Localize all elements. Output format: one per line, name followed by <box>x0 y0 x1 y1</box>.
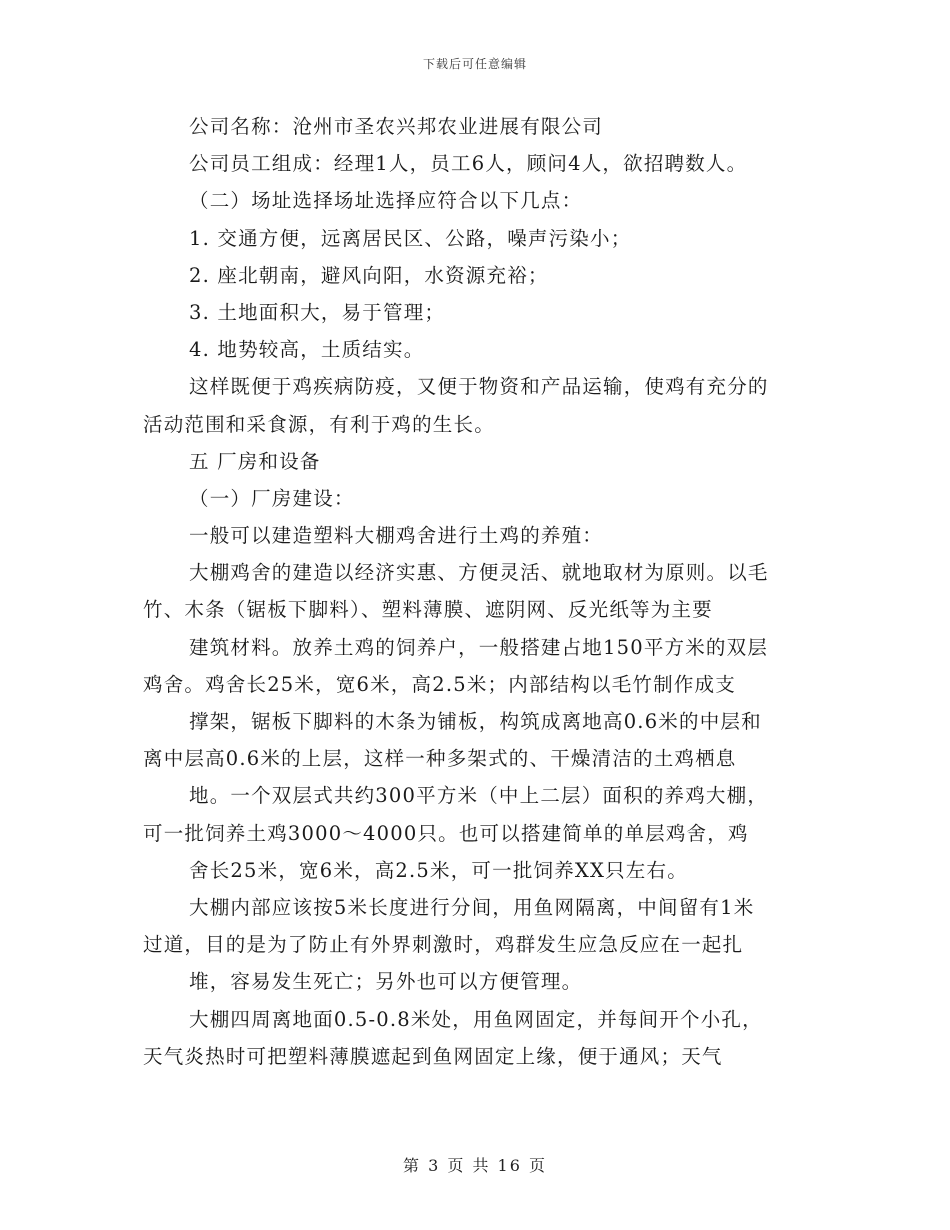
text-line: 大棚鸡舍的建造以经济实惠、方便灵活、就地取材为原则。以毛 <box>189 561 769 585</box>
text-line: （二）场址选择场址选择应符合以下几点： <box>189 189 583 213</box>
text-line: 大棚四周离地面0.5-0.8米处，用鱼网固定，并每间开个小孔， <box>189 1007 763 1031</box>
text-line: 过道，目的是为了防止有外界刺激时，鸡群发生应急反应在一起扎 <box>143 933 744 957</box>
text-line: 撑架，锯板下脚料的木条为铺板，构筑成离地高0.6米的中层和 <box>189 710 762 733</box>
text-line: 竹、木条（锯板下脚料）、塑料薄膜、遮阴网、反光纸等为主要 <box>143 598 713 622</box>
page-header-note: 下载后可任意编辑 <box>422 57 527 71</box>
text-line: 舍长25米，宽6米，高2.5米，可一批饲养XX只左右。 <box>189 858 688 882</box>
text-line: 一般可以建造塑料大棚鸡舍进行土鸡的养殖： <box>189 524 604 548</box>
text-line: 这样既便于鸡疾病防疫，又便于物资和产品运输，使鸡有充分的 <box>189 375 769 399</box>
text-line: 公司员工组成：经理1人，员工6人，顾问4人，欲招聘数人。 <box>189 152 748 176</box>
text-line: 离中层高0.6米的上层，这样一种多架式的、干燥清洁的土鸡栖息 <box>143 747 737 771</box>
text-line: 公司名称：沧州市圣农兴邦农业进展有限公司 <box>189 115 604 138</box>
text-line: 活动范围和采食源，有利于鸡的生长。 <box>143 412 495 436</box>
text-line: 地。一个双层式共约300平方米（中上二层）面积的养鸡大棚， <box>189 784 769 808</box>
text-line: 大棚内部应该按5米长度进行分间，用鱼网隔离，中间留有1米 <box>189 895 755 919</box>
text-line: 可一批饲养土鸡3000～4000只。也可以搭建简单的单层鸡舍，鸡 <box>143 821 749 845</box>
text-line: 建筑材料。放养土鸡的饲养户，一般搭建占地150平方米的双层 <box>189 635 769 659</box>
text-line: 1. 交通方便，远离居民区、公路，噪声污染小； <box>189 226 632 250</box>
text-line: 堆，容易发生死亡；另外也可以方便管理。 <box>189 970 583 994</box>
text-line: 鸡舍。鸡舍长25米，宽6米，高2.5米；内部结构以毛竹制作成支 <box>143 672 736 696</box>
text-line: （一）厂房建设： <box>189 486 355 510</box>
document-body <box>143 108 808 1075</box>
text-line: 2. 座北朝南，避风向阳，水资源充裕； <box>189 263 549 287</box>
text-line: 3. 土地面积大，易于管理； <box>189 300 446 324</box>
text-line: 天气炎热时可把塑料薄膜遮起到鱼网固定上缘，便于通风；天气 <box>143 1044 723 1068</box>
text-line: 4. 地势较高，土质结实。 <box>189 338 425 362</box>
page-number: 第 3 页 共 16 页 <box>403 1156 547 1175</box>
text-line: 五 厂房和设备 <box>189 449 321 473</box>
